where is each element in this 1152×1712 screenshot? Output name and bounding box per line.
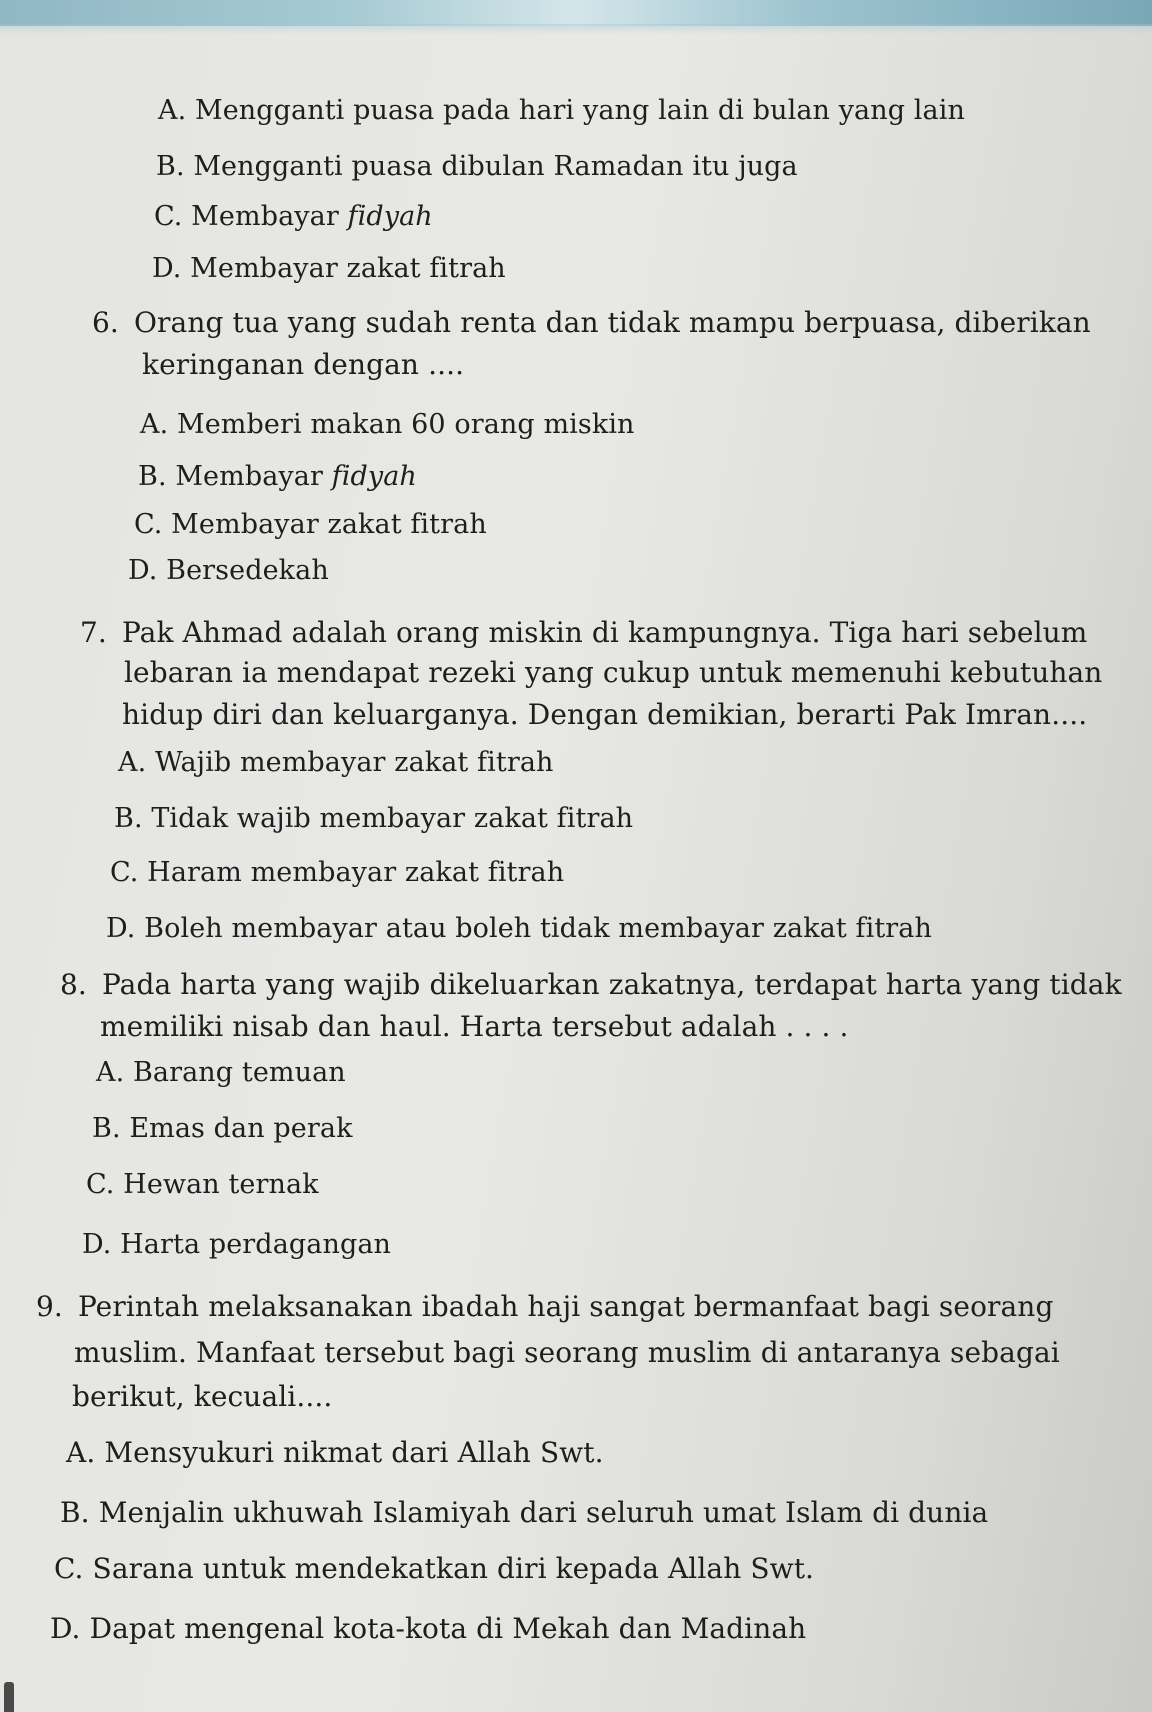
option-text: Emas dan perak (129, 1113, 353, 1144)
question-stem-text: Pada harta yang wajib dikeluarkan zakatnya, terdapat harta yang tidak (102, 968, 1122, 1001)
option-letter: C. (134, 509, 163, 540)
option-letter: B. (138, 461, 167, 492)
option-line (156, 150, 798, 184)
option-text: Tidak wajib membayar zakat fitrah (151, 803, 634, 834)
option-letter: D. (50, 1612, 81, 1645)
option-line (50, 1612, 806, 1646)
option-line (66, 1436, 604, 1470)
question-stem-line (100, 1010, 849, 1044)
option-text: Membayar (191, 201, 348, 232)
option-letter: B. (114, 803, 143, 834)
question-stem-text: lebaran ia mendapat rezeki yang cukup untuk memenuhi kebutuhan (124, 656, 1103, 689)
option-line (140, 408, 635, 442)
question-stem-line (80, 616, 1087, 650)
question-stem-text: keringanan dengan .... (142, 348, 465, 381)
option-line (158, 94, 965, 128)
option-text: Wajib membayar zakat fitrah (154, 747, 554, 778)
option-letter: D. (106, 913, 136, 944)
question-stem-line (72, 1380, 332, 1414)
option-text: Dapat mengenal kota-kota di Mekah dan Madinah (89, 1612, 807, 1645)
option-text: Boleh membayar atau boleh tidak membayar zakat fitrah (144, 913, 932, 944)
option-line (154, 200, 433, 234)
option-line (92, 1112, 353, 1146)
question-stem-line (60, 968, 1122, 1002)
option-line (106, 912, 932, 946)
option-text: Membayar zakat fitrah (171, 509, 487, 540)
page-edge-mark (4, 1682, 14, 1712)
option-line (110, 856, 564, 890)
option-text: Haram membayar zakat fitrah (147, 857, 565, 888)
option-line (134, 508, 487, 542)
question-stem-line (92, 306, 1091, 340)
option-line (60, 1496, 988, 1530)
option-line (96, 1056, 346, 1090)
option-text-italic: fidyah (347, 201, 433, 232)
option-line (138, 460, 417, 494)
option-letter: A. (158, 95, 187, 126)
option-letter: A. (66, 1436, 96, 1469)
option-letter: A. (118, 747, 147, 778)
option-letter: B. (156, 151, 185, 182)
question-number: 9. (36, 1290, 63, 1323)
option-text: Sarana untuk mendekatkan diri kepada Allah Swt. (92, 1552, 815, 1585)
option-text: Hewan ternak (123, 1169, 319, 1200)
option-text: Mengganti puasa pada hari yang lain di bulan yang lain (194, 95, 965, 126)
question-stem-line (74, 1336, 1060, 1370)
option-letter: B. (92, 1113, 121, 1144)
option-letter: D. (152, 253, 182, 284)
option-letter: A. (96, 1057, 125, 1088)
option-letter: C. (110, 857, 139, 888)
option-letter: C. (154, 201, 183, 232)
option-text: Bersedekah (166, 555, 329, 586)
option-line (114, 802, 633, 836)
question-number: 8. (60, 968, 87, 1001)
option-letter: D. (82, 1229, 112, 1260)
question-stem-text: Perintah melaksanakan ibadah haji sangat bermanfaat bagi seorang (78, 1290, 1054, 1323)
option-line (128, 554, 329, 588)
option-text: Memberi makan 60 orang miskin (176, 409, 635, 440)
question-stem-text: berikut, kecuali.... (72, 1380, 333, 1413)
question-stem-line (142, 348, 464, 382)
question-stem-text: memiliki nisab dan haul. Harta tersebut adalah . . . . (100, 1010, 849, 1043)
option-line (86, 1168, 319, 1202)
option-text: Membayar zakat fitrah (190, 253, 506, 284)
option-text: Menjalin ukhuwah Islamiyah dari seluruh umat Islam di dunia (98, 1496, 989, 1529)
question-stem-text: Orang tua yang sudah renta dan tidak mampu berpuasa, diberikan (134, 306, 1091, 339)
question-number: 7. (80, 616, 107, 649)
question-stem-text: hidup diri dan keluarganya. Dengan demikian, berarti Pak Imran.... (122, 698, 1088, 731)
option-letter: A. (140, 409, 169, 440)
question-stem-text: muslim. Manfaat tersebut bagi seorang muslim di antaranya sebagai (74, 1336, 1060, 1369)
option-text: Harta perdagangan (120, 1229, 392, 1260)
option-line (152, 252, 506, 286)
option-text: Membayar (175, 461, 332, 492)
option-text: Mengganti puasa dibulan Ramadan itu juga (193, 151, 798, 182)
option-line (54, 1552, 814, 1586)
option-line (82, 1228, 391, 1262)
question-number: 6. (92, 306, 119, 339)
option-text: Barang temuan (132, 1057, 346, 1088)
question-stem-line (36, 1290, 1053, 1324)
option-letter: D. (128, 555, 158, 586)
question-stem-line (122, 698, 1087, 732)
question-stem-line (124, 656, 1102, 690)
option-text: Mensyukuri nikmat dari Allah Swt. (104, 1436, 604, 1469)
option-line (118, 746, 554, 780)
option-text-italic: fidyah (331, 461, 417, 492)
question-stem-text: Pak Ahmad adalah orang miskin di kampungnya. Tiga hari sebelum (122, 616, 1088, 649)
option-letter: B. (60, 1496, 90, 1529)
option-letter: C. (86, 1169, 115, 1200)
option-letter: C. (54, 1552, 84, 1585)
